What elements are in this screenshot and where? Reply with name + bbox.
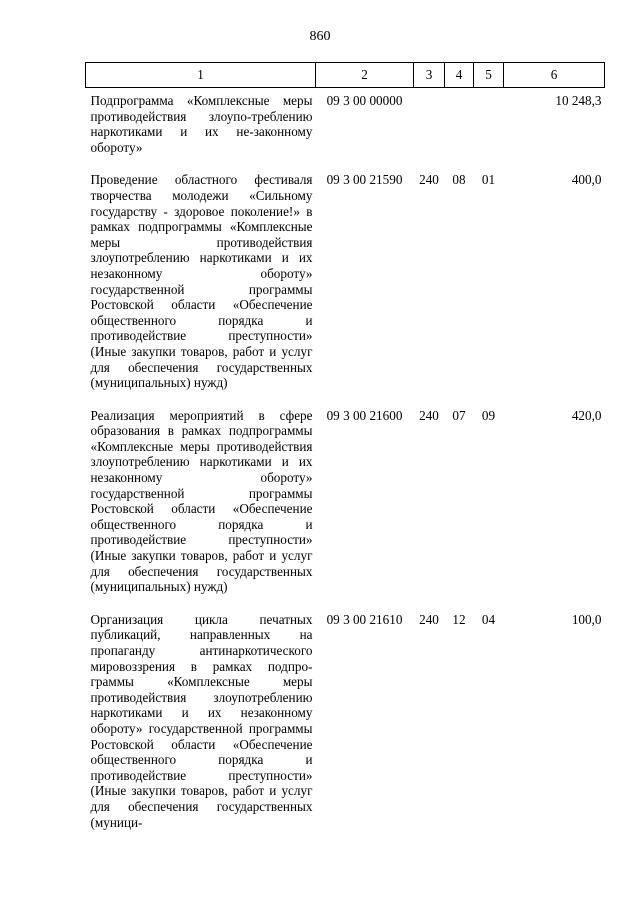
- table-row: [86, 88, 605, 168]
- column-header-5: 5: [474, 63, 504, 88]
- row-name: Проведение областного фестиваля творчества молодежи «Сильному государству - здоровое поколение!» в рамках подпрограммы «Комплексные меры противодействия злоупотреблению наркотиками и их незаконному обороту» государственной программы Ростовской области «Обеспечение общественного порядка и противодействие преступности» (Иные закупки товаров, работ и услуг для обеспечения государственных (муниципальных) нужд): [90, 172, 313, 391]
- column-header-1: 1: [86, 63, 316, 88]
- table-header-row: [86, 63, 605, 88]
- table-row: [86, 607, 605, 842]
- row-col-3: 240: [419, 172, 439, 188]
- row-col-4: [445, 88, 474, 168]
- row-name: Организация цикла печатных публикаций, направленных на пропаганду антинаркотического мировоззрения в рамках подпрограммы «Комплексные меры противодействия злоупотреблению наркотиками и их незаконному обороту» государственной программы Ростовской области «Обеспечение общественного порядка и противодействие преступности» (Иные закупки товаров, работ и услуг для обеспечения государственных (муници-: [90, 611, 313, 830]
- row-amount: 400,0: [571, 172, 602, 188]
- row-col-4: 08: [452, 172, 466, 188]
- budget-table: [85, 62, 605, 842]
- row-name: Реализация мероприятий в сфере образования в рамках подпрограммы «Комплексные меры противодействия злоупотреблению наркотиками и их незаконному обороту» государственной программы Ростовской области «Обеспечение общественного порядка и противодействие преступности» (Иные закупки товаров, работ и услуг для обеспечения государственных (муниципальных) нужд): [90, 407, 313, 595]
- column-header-2: 2: [316, 63, 414, 88]
- table-row: [86, 167, 605, 402]
- column-header-6: 6: [504, 63, 605, 88]
- row-col-5: 04: [481, 611, 496, 627]
- page-number: 860: [309, 29, 331, 44]
- row-col-3: 240: [419, 407, 439, 423]
- row-code: 09 3 00 21590: [326, 172, 403, 188]
- row-code: 09 3 00 21610: [326, 611, 403, 627]
- row-col-5: 01: [481, 172, 496, 188]
- column-header-4: 4: [445, 63, 474, 88]
- row-amount: 10 248,3: [555, 93, 602, 108]
- row-col-4: 07: [452, 407, 466, 423]
- row-amount: 420,0: [571, 407, 602, 423]
- row-col-3: [414, 88, 445, 168]
- row-amount: 100,0: [571, 611, 602, 627]
- row-col-5: [474, 88, 504, 168]
- row-name: Подпрограмма «Комплексные меры противодействия злоупо-треблению наркотиками и их не-законному обороту»: [90, 93, 313, 155]
- table-row: [86, 403, 605, 607]
- row-code: 09 3 00 21600: [326, 407, 403, 423]
- row-col-3: 240: [419, 611, 439, 627]
- column-header-3: 3: [414, 63, 445, 88]
- row-code: 09 3 00 00000: [326, 93, 403, 108]
- row-col-4: 12: [452, 611, 466, 627]
- row-col-5: 09: [481, 407, 496, 423]
